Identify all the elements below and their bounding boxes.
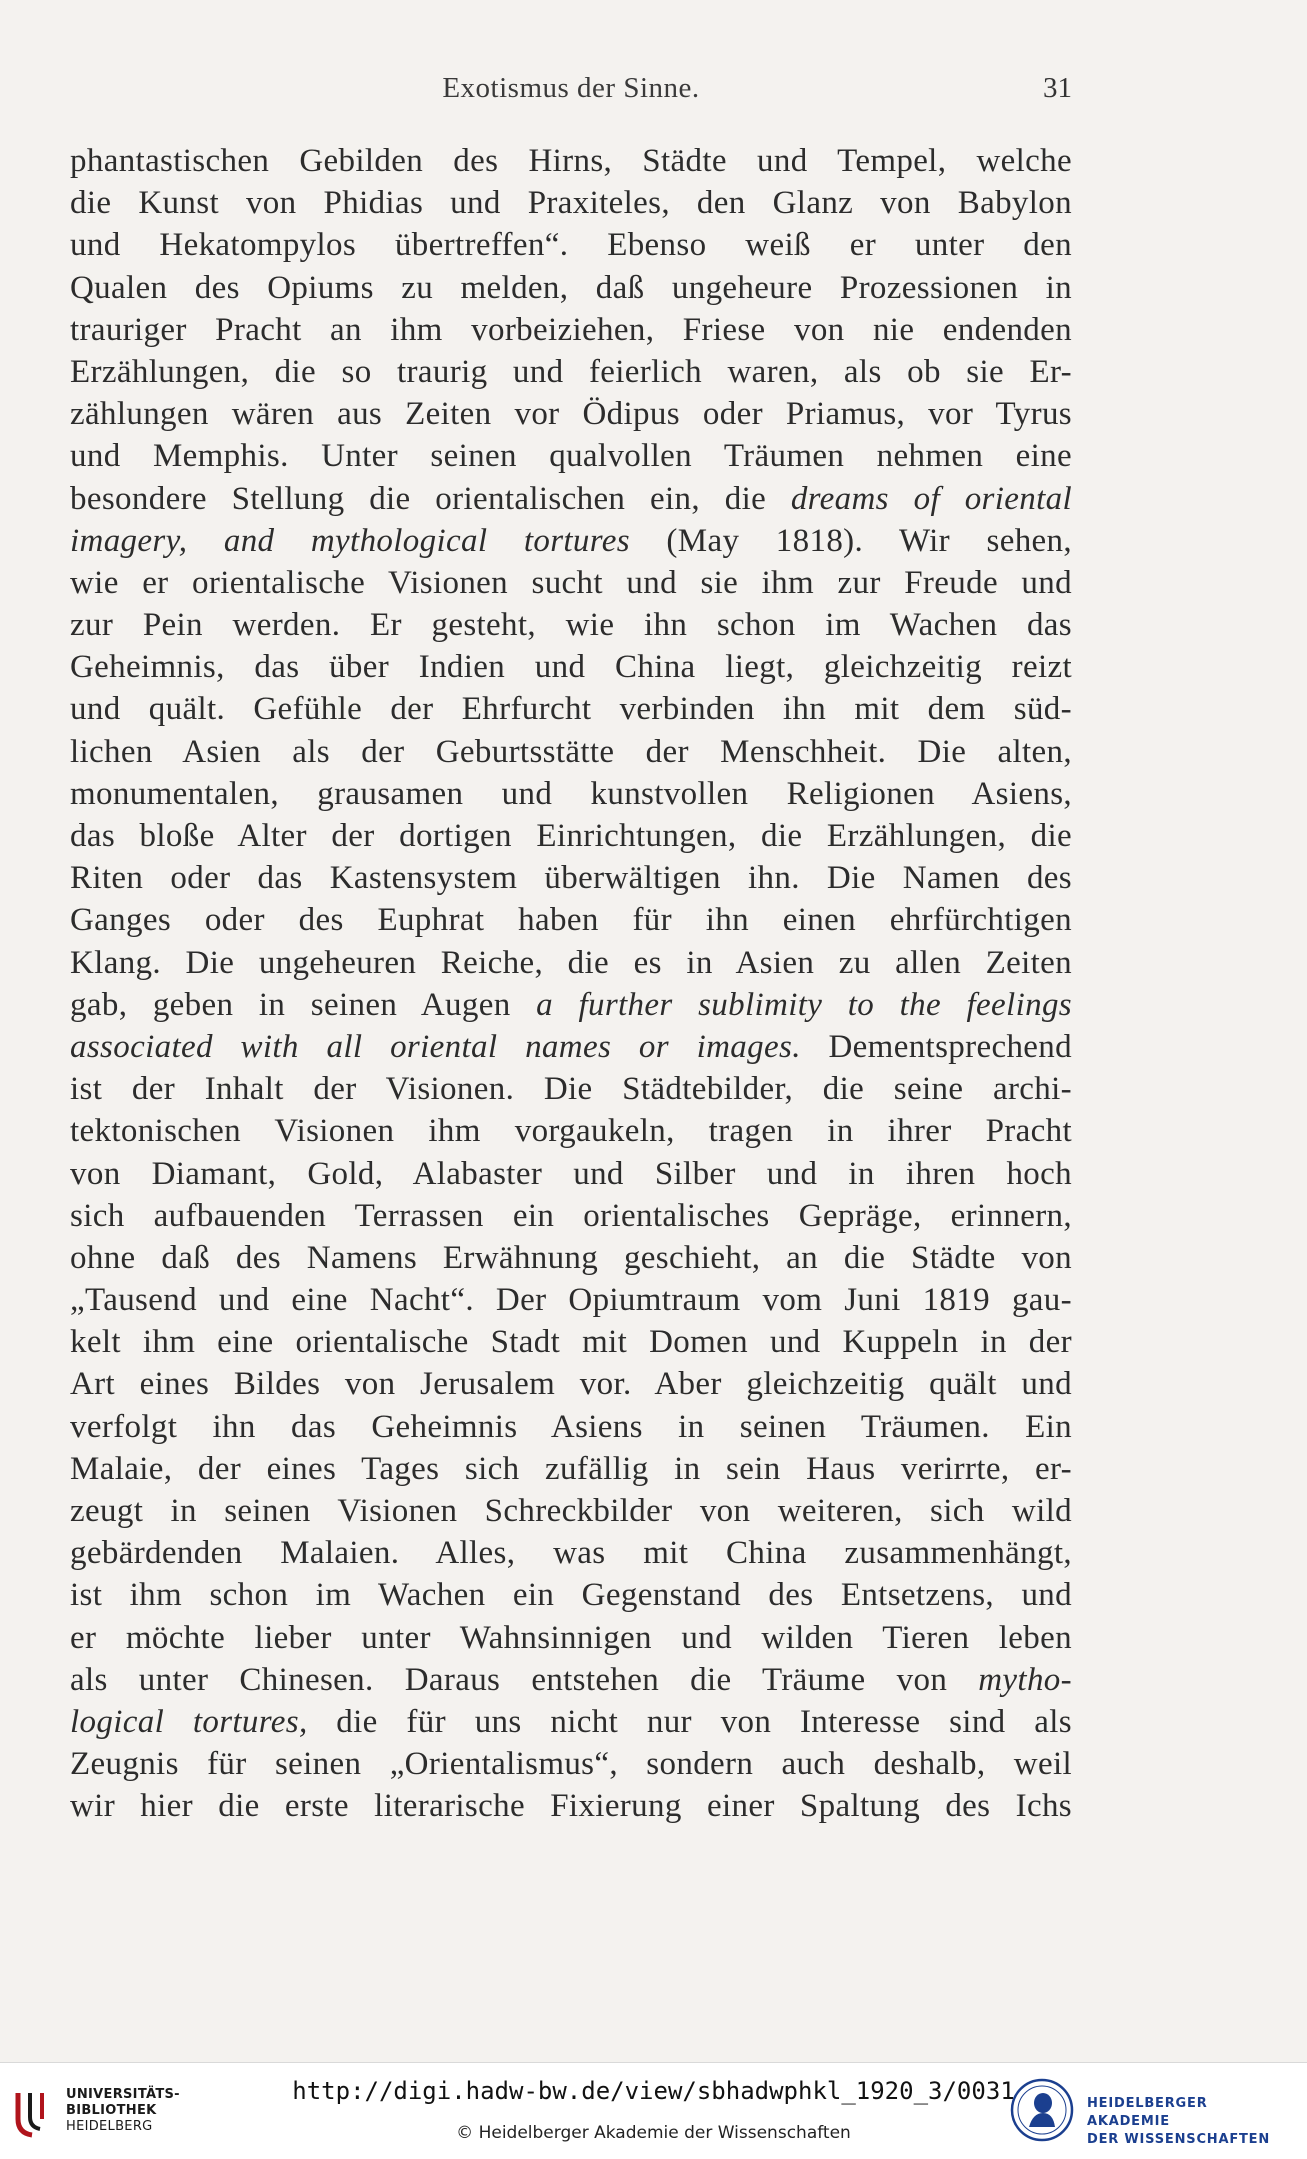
text-line: „Tausend und eine Nacht“. Der Opiumtraum vom Juni 1819 gau-: [70, 1282, 1072, 1319]
text-line: als unter Chinesen. Daraus entstehen die Träume von mytho-: [70, 1661, 1072, 1698]
text-line: Malaie, der eines Tages sich zufällig in sein Haus verirrte, er-: [70, 1450, 1072, 1487]
academy-seal-icon: [1009, 2077, 1075, 2143]
running-title: Exotismus der Sinne.: [442, 72, 700, 104]
text-line: er möchte lieber unter Wahnsinnigen und wilden Tieren leben: [70, 1619, 1072, 1656]
text-line: gebärdenden Malaien. Alles, was mit China zusammenhängt,: [70, 1535, 1072, 1572]
body-text: [70, 140, 1072, 1828]
text-line: ohne daß des Namens Erwähnung geschieht, an die Städte von: [70, 1239, 1072, 1276]
text-line: und Hekatompylos übertreffen“. Ebenso weiß er unter den: [70, 227, 1072, 264]
text-line: imagery, and mythological tortures (May 1818). Wir sehen,: [70, 522, 1072, 559]
text-line: Klang. Die ungeheuren Reiche, die es in Asien zu allen Zeiten: [70, 944, 1072, 981]
text-line: das bloße Alter der dortigen Einrichtungen, die Erzählungen, die: [70, 818, 1072, 854]
text-line: Ganges oder des Euphrat haben für ihn einen ehrfürchtigen: [70, 902, 1072, 939]
library-name-line: HEIDELBERG: [66, 2119, 153, 2134]
viewer-footer: [0, 2062, 1307, 2159]
text-line: trauriger Pracht an ihm vorbeiziehen, Friese von nie endenden: [70, 311, 1072, 348]
library-name-line: UNIVERSITÄTS-: [66, 2087, 180, 2102]
italic-quote: mytho-: [978, 1661, 1072, 1698]
italic-quote: dreams of oriental: [790, 480, 1072, 517]
library-name-line: BIBLIOTHEK: [66, 2103, 157, 2118]
text-line: wir hier die erste literarische Fixierung einer Spaltung des Ichs: [70, 1788, 1072, 1825]
permalink-url[interactable]: http://digi.hadw-bw.de/view/sbhadwphkl_1920_3/0031: [292, 2077, 1015, 2105]
academy-logo[interactable]: [1009, 2075, 1289, 2147]
text-line: Erzählungen, die so traurig und feierlich waren, als ob sie Er-: [70, 353, 1072, 390]
text-line: Geheimnis, das über Indien und China liegt, gleichzeitig reizt: [70, 649, 1072, 686]
text-line: wie er orientalische Visionen sucht und sie ihm zur Freude und: [70, 564, 1072, 601]
text-line: lichen Asien als der Geburtsstätte der Menschheit. Die alten,: [70, 733, 1072, 770]
text-line: zählungen wären aus Zeiten vor Ödipus oder Priamus, vor Tyrus: [70, 396, 1072, 433]
text-line: zur Pein werden. Er gesteht, wie ihn schon im Wachen das: [70, 607, 1072, 644]
italic-quote: associated with all oriental names or images.: [70, 1028, 801, 1065]
academy-name-line: HEIDELBERGER AKADEMIE: [1087, 2096, 1208, 2129]
text-line: und Memphis. Unter seinen qualvollen Träumen nehmen eine: [70, 438, 1072, 475]
page-number: 31: [1043, 72, 1072, 104]
academy-name-line: DER WISSENSCHAFTEN: [1087, 2132, 1271, 2147]
text-line: besondere Stellung die orientalischen ein, die dreams of oriental: [70, 480, 1072, 517]
text-line: zeugt in seinen Visionen Schreckbilder von weiteren, sich wild: [70, 1493, 1072, 1529]
text-line: phantastischen Gebilden des Hirns, Städte und Tempel, welche: [70, 143, 1072, 179]
italic-quote: imagery, and mythological tortures: [70, 522, 630, 559]
text-line: Qualen des Opiums zu melden, daß ungeheure Prozessionen in: [70, 269, 1072, 306]
text-line: ist der Inhalt der Visionen. Die Städtebilder, die seine archi-: [70, 1071, 1072, 1108]
text-line: tektonischen Visionen ihm vorgaukeln, tragen in ihrer Pracht: [70, 1113, 1072, 1150]
text-line: verfolgt ihn das Geheimnis Asiens in seinen Träumen. Ein: [70, 1408, 1072, 1445]
text-line: und quält. Gefühle der Ehrfurcht verbinden ihn mit dem süd-: [70, 691, 1072, 728]
text-line: monumentalen, grausamen und kunstvollen Religionen Asiens,: [70, 775, 1072, 812]
text-line: ist ihm schon im Wachen ein Gegenstand des Entsetzens, und: [70, 1577, 1072, 1614]
italic-quote: logical tortures,: [70, 1703, 308, 1740]
text-line: logical tortures, die für uns nicht nur von Interesse sind als: [70, 1703, 1072, 1740]
text-line: Riten oder das Kastensystem überwältigen ihn. Die Namen des: [70, 860, 1072, 897]
italic-quote: a further sublimity to the feelings: [536, 986, 1072, 1023]
text-line: die Kunst von Phidias und Praxiteles, den Glanz von Babylon: [70, 185, 1072, 222]
academy-name: [1087, 2095, 1289, 2149]
text-line: von Diamant, Gold, Alabaster und Silber und in ihren hoch: [70, 1155, 1072, 1192]
page-header: [70, 72, 1072, 118]
text-line: gab, geben in seinen Augen a further sublimity to the feelings: [70, 986, 1072, 1023]
text-line: Art eines Bildes von Jerusalem vor. Aber gleichzeitig quält und: [70, 1366, 1072, 1403]
text-line: Zeugnis für seinen „Orientalismus“, sondern auch deshalb, weil: [70, 1746, 1072, 1783]
text-line: associated with all oriental names or images. Dementsprechend: [70, 1028, 1072, 1065]
text-line: kelt ihm eine orientalische Stadt mit Domen und Kuppeln in der: [70, 1324, 1072, 1361]
text-line: sich aufbauenden Terrassen ein orientalisches Gepräge, erinnern,: [70, 1197, 1072, 1234]
copyright-notice: © Heidelberger Akademie der Wissenschaften: [456, 2123, 851, 2143]
